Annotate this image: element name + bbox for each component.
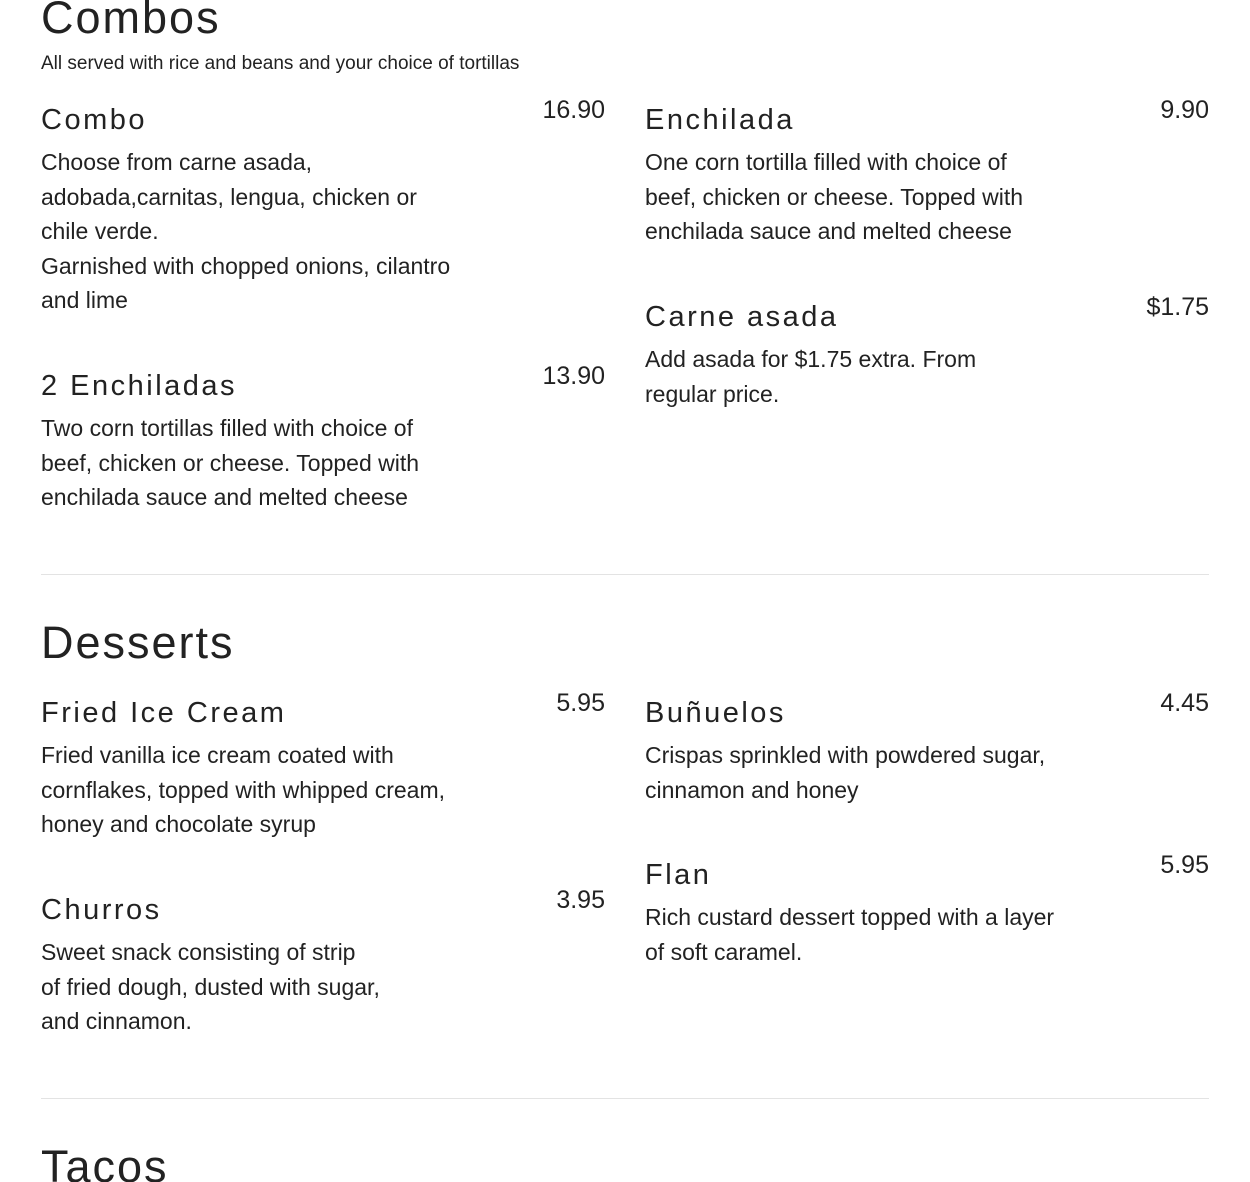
item-price: 13.90 — [542, 362, 605, 390]
item-name: Combo — [41, 104, 147, 136]
item-description: Fried vanilla ice cream coated with cornflakes, topped with whipped cream, honey and chocolate syrup — [41, 742, 445, 837]
item-name: Buñuelos — [645, 697, 786, 729]
item-name: 2 Enchiladas — [41, 370, 238, 402]
item-name: Churros — [41, 894, 162, 926]
item-price: 16.90 — [542, 96, 605, 124]
item-description: Crispas sprinkled with powdered sugar, cinnamon and honey — [645, 742, 1046, 803]
item-name: Enchilada — [645, 104, 795, 136]
item-name: Flan — [645, 859, 712, 891]
section-title-desserts: Desserts — [41, 617, 235, 668]
item-name: Carne asada — [645, 301, 839, 333]
item-price: 4.45 — [1160, 689, 1209, 717]
item-price: 3.95 — [556, 886, 605, 914]
item-description: Sweet snack consisting of strip of fried dough, dusted with sugar, and cinnamon. — [41, 939, 380, 1034]
item-price: $1.75 — [1146, 293, 1209, 321]
item-description: Rich custard dessert topped with a layer of soft caramel. — [645, 904, 1055, 965]
item-name: Fried Ice Cream — [41, 697, 287, 729]
item-description: Two corn tortillas filled with choice of beef, chicken or cheese. Topped with enchilada sauce and melted cheese — [41, 415, 420, 510]
section-subtitle-combos: All served with rice and beans and your choice of tortillas — [41, 53, 520, 74]
item-price: 5.95 — [556, 689, 605, 717]
section-divider — [41, 574, 1209, 575]
item-price: 5.95 — [1160, 851, 1209, 879]
item-price: 9.90 — [1160, 96, 1209, 124]
item-description: One corn tortilla filled with choice of beef, chicken or cheese. Topped with enchilada sauce and melted cheese — [645, 149, 1024, 244]
section-title-tacos: Tacos — [41, 1141, 169, 1182]
section-title-combos: Combos — [41, 0, 221, 43]
section-divider — [41, 1098, 1209, 1099]
item-description: Add asada for $1.75 extra. From regular price. — [645, 346, 977, 407]
item-description: Choose from carne asada, adobada,carnitas, lengua, chicken or chile verde. Garnished with chopped onions, cilantro and lime — [41, 149, 451, 313]
